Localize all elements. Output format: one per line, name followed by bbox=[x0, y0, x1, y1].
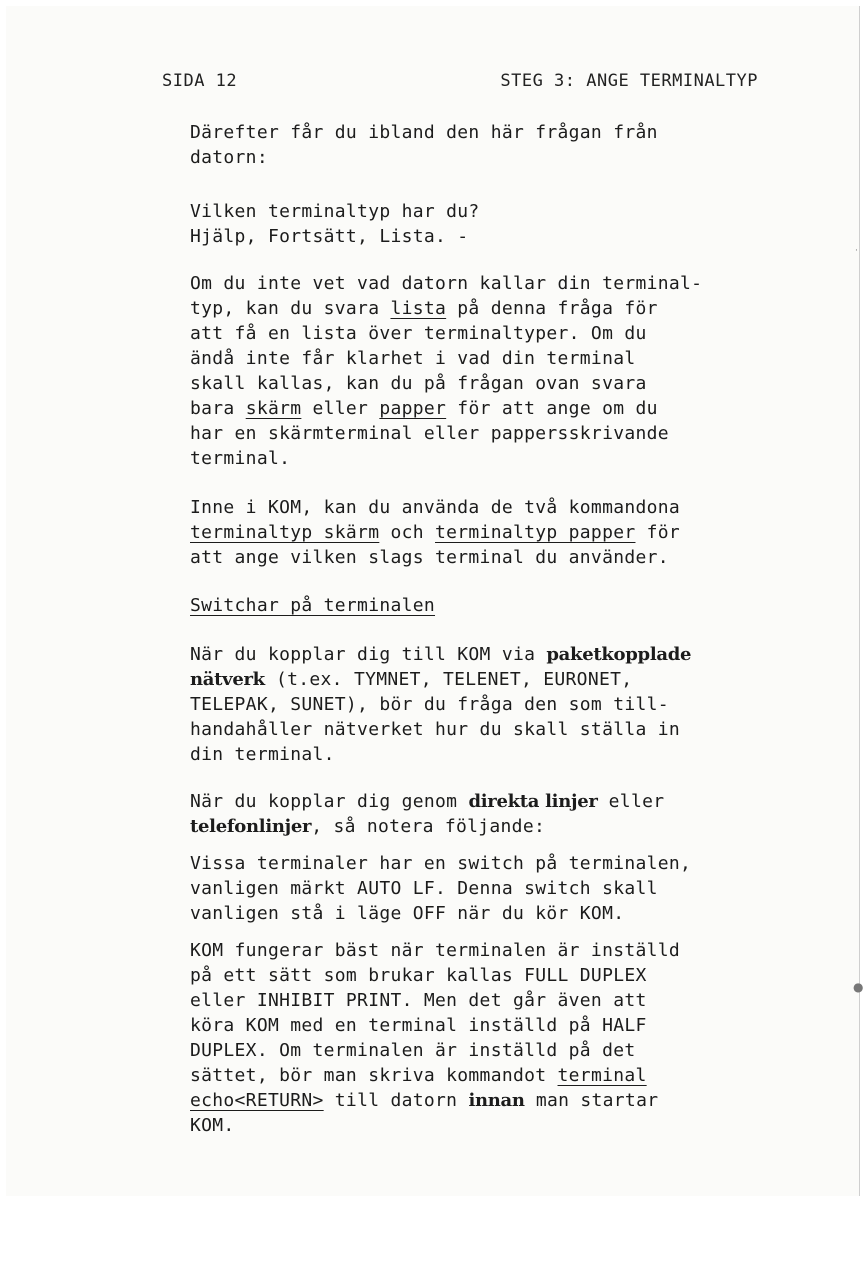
text-span: eller bbox=[597, 791, 665, 812]
text-line: vanligen märkt AUTO LF. Denna switch skall bbox=[190, 878, 658, 899]
text-span: , så notera följande: bbox=[311, 816, 546, 837]
text-line: Vilken terminaltyp har du? bbox=[190, 201, 480, 222]
text-line: vanligen stå i läge OFF när du kör KOM. bbox=[190, 903, 625, 924]
section-heading: Switchar på terminalen bbox=[190, 595, 436, 616]
text-span: När du kopplar dig genom bbox=[190, 791, 469, 812]
text-line: Om du inte vet vad datorn kallar din terminal- bbox=[190, 273, 703, 294]
intro-paragraph bbox=[190, 120, 770, 170]
text-line: att ange vilken slags terminal du använder. bbox=[190, 547, 669, 568]
text-line bbox=[190, 1088, 770, 1113]
terminal-prompt bbox=[190, 199, 770, 249]
text-line bbox=[190, 520, 770, 545]
paragraph-direct-lines bbox=[190, 789, 770, 839]
text-line: KOM fungerar bäst när terminalen är inställd bbox=[190, 940, 681, 961]
text-line: terminal. bbox=[190, 448, 291, 469]
text-span: eller bbox=[301, 398, 380, 419]
paragraph-duplex bbox=[190, 938, 770, 1138]
paragraph-inside-kom bbox=[190, 495, 770, 570]
bold-term: direkta linjer bbox=[468, 791, 598, 812]
text-line: Därefter får du ibland den här frågan från bbox=[190, 122, 658, 143]
text-line: Inne i KOM, kan du använda de två kommandona bbox=[190, 497, 681, 518]
text-line bbox=[190, 789, 770, 814]
paragraph-network bbox=[190, 642, 770, 767]
text-span: för att ange om du bbox=[446, 398, 658, 419]
text-span: bara bbox=[190, 398, 246, 419]
scan-speck: · bbox=[855, 246, 858, 256]
text-line bbox=[190, 396, 770, 421]
command-skarm: skärm bbox=[245, 398, 302, 419]
bold-term: paketkopplade bbox=[546, 644, 692, 665]
page-number: SIDA 12 bbox=[162, 71, 238, 91]
text-span: för bbox=[635, 522, 681, 543]
paragraph-terminal-type bbox=[190, 271, 770, 471]
text-line: Hjälp, Fortsätt, Lista. - bbox=[190, 226, 469, 247]
text-line bbox=[190, 667, 770, 692]
text-line: att få en lista över terminaltyper. Om du bbox=[190, 323, 647, 344]
text-line: din terminal. bbox=[190, 744, 335, 765]
paragraph-auto-lf bbox=[190, 851, 770, 926]
text-line: eller INHIBIT PRINT. Men det går även att bbox=[190, 990, 647, 1011]
text-span: sättet, bör man skriva kommandot bbox=[190, 1065, 558, 1086]
bold-term: nätverk bbox=[190, 669, 265, 690]
text-line: har en skärmterminal eller pappersskrivande bbox=[190, 423, 669, 444]
page-body bbox=[190, 120, 770, 1138]
command-terminaltyp-skarm: terminaltyp skärm bbox=[190, 522, 380, 543]
text-span: typ, kan du svara bbox=[190, 298, 391, 319]
text-line bbox=[190, 296, 770, 321]
text-line: ändå inte får klarhet i vad din terminal bbox=[190, 348, 636, 369]
text-span: man startar bbox=[524, 1090, 659, 1111]
text-line bbox=[190, 642, 770, 667]
text-span: När du kopplar dig till KOM via bbox=[190, 644, 547, 665]
text-line: på ett sätt som brukar kallas FULL DUPLEX bbox=[190, 965, 647, 986]
text-span: och bbox=[379, 522, 436, 543]
bold-term: innan bbox=[468, 1090, 525, 1111]
text-line: köra KOM med en terminal inställd på HALF bbox=[190, 1015, 647, 1036]
text-line: datorn: bbox=[190, 147, 268, 168]
command-terminal: terminal bbox=[557, 1065, 647, 1086]
text-line bbox=[190, 814, 770, 839]
text-line: handahåller nätverket hur du skall ställa in bbox=[190, 719, 681, 740]
text-span: på denna fråga för bbox=[446, 298, 658, 319]
text-line: DUPLEX. Om terminalen är inställd på det bbox=[190, 1040, 636, 1061]
text-line: KOM. bbox=[190, 1115, 235, 1136]
text-line: Vissa terminaler har en switch på terminalen, bbox=[190, 853, 692, 874]
bold-term: telefonlinjer bbox=[190, 816, 312, 837]
page-margin bbox=[0, 1196, 868, 1275]
command-papper: papper bbox=[379, 398, 447, 419]
text-line: TELEPAK, SUNET), bör du fråga den som till- bbox=[190, 694, 669, 715]
text-line bbox=[190, 1063, 770, 1088]
text-line: skall kallas, kan du på frågan ovan svara bbox=[190, 373, 647, 394]
command-echo-return: echo<RETURN> bbox=[190, 1090, 324, 1111]
scan-speck: ● bbox=[853, 980, 864, 994]
text-span: till datorn bbox=[323, 1090, 469, 1111]
text-span: (t.ex. TYMNET, TELENET, EURONET, bbox=[264, 669, 633, 690]
command-terminaltyp-papper: terminaltyp papper bbox=[435, 522, 636, 543]
section-title: STEG 3: ANGE TERMINALTYP bbox=[500, 71, 758, 91]
command-lista: lista bbox=[390, 298, 447, 319]
